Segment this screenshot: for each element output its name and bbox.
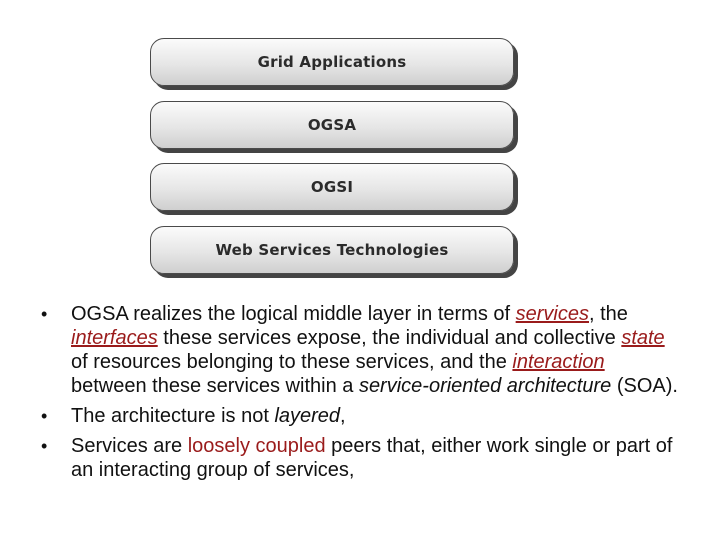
bullet-text: (SOA).: [611, 375, 678, 397]
bullet-list: [40, 302, 680, 488]
bullet-text: OGSA realizes the logical middle layer in terms of: [71, 303, 516, 325]
bullet-text: ,: [340, 405, 346, 427]
term-state: state: [621, 327, 665, 349]
bullet-text: between these services within a: [71, 375, 359, 397]
bullet-marker: •: [41, 436, 48, 456]
term-layered: layered: [274, 405, 341, 427]
layer-web-services-technologies: [150, 226, 514, 274]
layer-label: OGSI: [310, 178, 354, 196]
bullet-marker: •: [41, 406, 48, 426]
bullet-text: , the: [589, 303, 628, 325]
layer-label: Grid Applications: [257, 53, 407, 71]
bullet-text: of resources belonging to these services, and the: [71, 351, 513, 373]
bullet-ogsa-middle-layer: [40, 302, 680, 398]
term-services: services: [515, 303, 589, 325]
term-loosely-coupled: loosely coupled: [187, 435, 326, 457]
layer-grid-applications: [150, 38, 514, 86]
layer-ogsi: [150, 163, 514, 211]
layer-label: Web Services Technologies: [215, 241, 449, 259]
bullet-not-layered: [40, 404, 680, 428]
layer-stack-diagram: [150, 36, 520, 282]
bullet-text: The architecture is not: [71, 405, 275, 427]
term-interfaces: interfaces: [71, 327, 158, 349]
layer-ogsa: [150, 101, 514, 149]
bullet-marker: •: [41, 304, 48, 324]
bullet-text: Services are: [71, 435, 188, 457]
layer-label: OGSA: [307, 116, 357, 134]
bullet-text: peers that, either work single or part of an interacting group of services,: [71, 435, 673, 481]
term-soa: service-oriented architecture: [358, 375, 612, 397]
bullet-loosely-coupled: [40, 434, 680, 482]
term-interaction: interaction: [512, 351, 605, 373]
bullet-text: these services expose, the individual and collective: [157, 327, 622, 349]
